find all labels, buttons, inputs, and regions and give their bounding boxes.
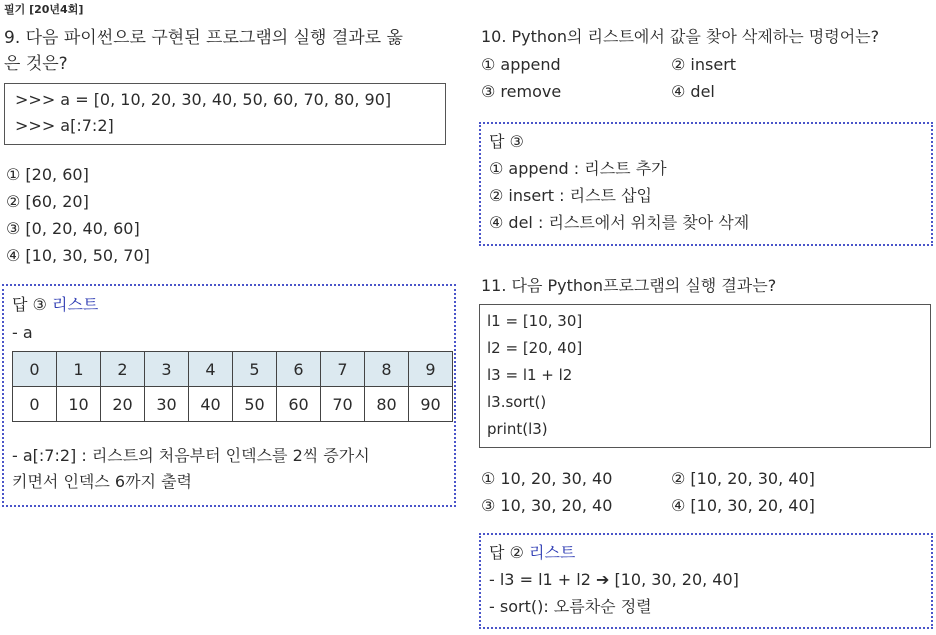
q11-answer-prefix: 답 ② xyxy=(489,543,524,562)
q10-explain-2: ② insert : 리스트 삽입 xyxy=(489,186,652,205)
q10-explain-1: ① append : 리스트 추가 xyxy=(489,159,667,178)
q9-var-label: - a xyxy=(12,323,33,342)
q11-option-2: ② [10, 20, 30, 40] xyxy=(671,469,815,488)
q11-code-line-2: l2 = [20, 40] xyxy=(487,339,583,357)
q9-code-box xyxy=(4,83,446,145)
table-value-row xyxy=(13,387,453,422)
q10-option-3: ③ remove xyxy=(481,82,562,101)
q11-explain-2: - sort(): 오름차순 정렬 xyxy=(489,597,652,616)
q9-answer-topic: 리스트 xyxy=(51,295,99,314)
q9-option-2: ② [60, 20] xyxy=(6,192,89,211)
q9-question-line2: 은 것은? xyxy=(4,54,68,74)
q11-code-line-3: l3 = l1 + l2 xyxy=(487,366,573,384)
q9-answer-heading xyxy=(12,295,98,315)
table-cell: 50 xyxy=(233,387,277,422)
table-cell: 20 xyxy=(101,387,145,422)
table-cell: 4 xyxy=(189,352,233,387)
q11-question: 11. 다음 Python프로그램의 실행 결과는? xyxy=(481,276,777,295)
exam-tag: 필기 [20년4회] xyxy=(4,3,84,16)
q9-explain-line2: 키면서 인덱스 6까지 출력 xyxy=(12,472,192,491)
q10-option-2: ② insert xyxy=(671,55,737,74)
table-index-row xyxy=(13,352,453,387)
q11-option-3: ③ 10, 30, 20, 40 xyxy=(481,496,613,515)
q10-option-1: ① append xyxy=(481,55,561,74)
q9-code-line-1: >>> a = [0, 10, 20, 30, 40, 50, 60, 70, 80, 90] xyxy=(15,90,392,109)
table-cell: 0 xyxy=(13,387,57,422)
q9-index-table xyxy=(12,351,453,422)
q11-code-line-5: print(l3) xyxy=(487,420,548,438)
table-cell: 1 xyxy=(57,352,101,387)
q9-option-1: ① [20, 60] xyxy=(6,165,89,184)
q11-option-1: ① 10, 20, 30, 40 xyxy=(481,469,613,488)
q9-answer-prefix: 답 ③ xyxy=(12,295,47,314)
table-cell: 8 xyxy=(365,352,409,387)
table-cell: 30 xyxy=(145,387,189,422)
table-cell: 5 xyxy=(233,352,277,387)
table-cell: 7 xyxy=(321,352,365,387)
table-cell: 6 xyxy=(277,352,321,387)
q11-code-line-1: l1 = [10, 30] xyxy=(487,312,583,330)
table-cell: 60 xyxy=(277,387,321,422)
q11-answer-heading xyxy=(489,543,575,563)
q10-option-4: ④ del xyxy=(671,82,715,101)
q9-option-4: ④ [10, 30, 50, 70] xyxy=(6,246,150,265)
table-cell: 90 xyxy=(409,387,453,422)
table-cell: 70 xyxy=(321,387,365,422)
q9-question-line1: 9. 다음 파이썬으로 구현된 프로그램의 실행 결과로 옳 xyxy=(4,28,403,48)
q10-explain-3: ④ del : 리스트에서 위치를 찾아 삭제 xyxy=(489,213,750,232)
table-cell: 10 xyxy=(57,387,101,422)
q11-code-box xyxy=(479,304,931,448)
q11-code-line-4: l3.sort() xyxy=(487,393,547,411)
q11-answer-topic: 리스트 xyxy=(528,543,576,562)
table-cell: 40 xyxy=(189,387,233,422)
table-cell: 3 xyxy=(145,352,189,387)
q9-code-line-2: >>> a[:7:2] xyxy=(15,116,114,135)
q9-explain-line1: - a[:7:2] : 리스트의 처음부터 인덱스를 2씩 증가시 xyxy=(12,446,370,465)
table-cell: 2 xyxy=(101,352,145,387)
table-cell: 0 xyxy=(13,352,57,387)
q11-option-4: ④ [10, 30, 20, 40] xyxy=(671,496,815,515)
q11-explain-1: - l3 = l1 + l2 ➔ [10, 30, 20, 40] xyxy=(489,570,739,589)
q9-option-3: ③ [0, 20, 40, 60] xyxy=(6,219,140,238)
table-cell: 80 xyxy=(365,387,409,422)
q10-question: 10. Python의 리스트에서 값을 찾아 삭제하는 명령어는? xyxy=(481,27,880,46)
table-cell: 9 xyxy=(409,352,453,387)
q10-answer: 답 ③ xyxy=(489,132,524,151)
